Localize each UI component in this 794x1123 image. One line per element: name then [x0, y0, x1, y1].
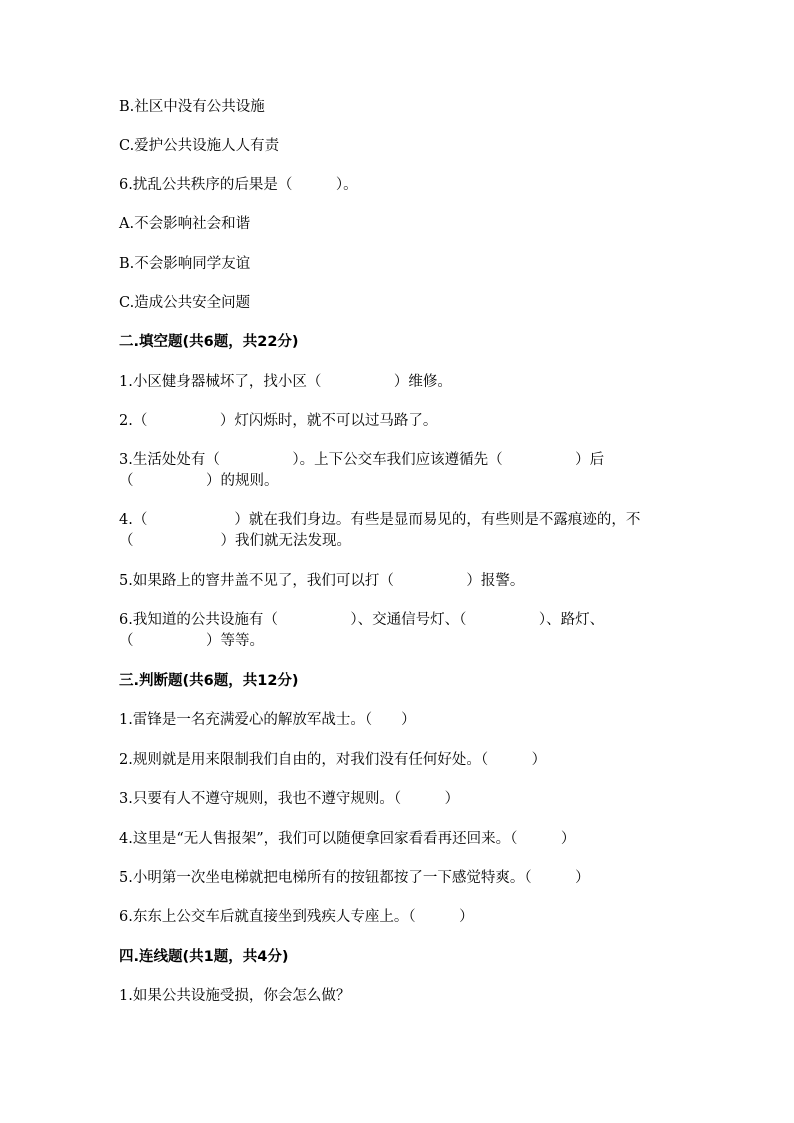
tf-question-1: 1.雷锋是一名充满爱心的解放军战士。（ ） [119, 712, 416, 728]
question-6-text: 6.扰乱公共秩序的后果是（ ）。 [119, 177, 358, 193]
option-b-text: B.社区中没有公共设施 [119, 99, 265, 115]
fill-question-6: 6.我知道的公共设施有（ ）、交通信号灯、（ ）、路灯、（ ）等等。 [119, 612, 605, 649]
tf-question-3: 3.只要有人不遵守规则，我也不遵守规则。（ ） [119, 791, 460, 807]
fill-question-5: 5.如果路上的窨井盖不见了，我们可以打（ ）报警。 [119, 573, 525, 589]
tf-question-5: 5.小明第一次坐电梯就把电梯所有的按钮都按了一下感觉特爽。（ ） [119, 870, 590, 886]
option-c-text: C.爱护公共设施人人有责 [119, 138, 280, 154]
tf-question-4: 4.这里是“无人售报架”，我们可以随便拿回家看看再还回来。（ ） [119, 831, 576, 847]
section-heading-true-false: 三.判断题(共6题，共12分) [119, 673, 299, 689]
tf-question-6: 6.东东上公交车后就直接坐到残疾人专座上。（ ） [119, 909, 474, 925]
section-heading-matching: 四.连线题(共1题，共4分) [119, 949, 289, 965]
fill-question-4: 4.（ ）就在我们身边。有些是显而易见的，有些则是不露痕迹的，不（ ）我们就无法发现。 [119, 512, 641, 549]
fill-question-3: 3.生活处处有（ ）。上下公交车我们应该遵循先（ ）后（ ）的规则。 [119, 452, 605, 489]
section-heading-fill-blank: 二.填空题(共6题，共22分) [119, 334, 299, 350]
tf-question-2: 2.规则就是用来限制我们自由的，对我们没有任何好处。（ ） [119, 752, 547, 768]
fill-question-1: 1.小区健身器械坏了，找小区（ ）维修。 [119, 374, 452, 390]
option-c-text: C.造成公共安全问题 [119, 295, 251, 311]
option-a-text: A.不会影响社会和谐 [119, 216, 251, 232]
option-b-text: B.不会影响同学友谊 [119, 256, 251, 272]
matching-question-1: 1.如果公共设施受损，你会怎么做？ [119, 988, 351, 1004]
fill-question-2: 2.（ ）灯闪烁时，就不可以过马路了。 [119, 413, 438, 429]
